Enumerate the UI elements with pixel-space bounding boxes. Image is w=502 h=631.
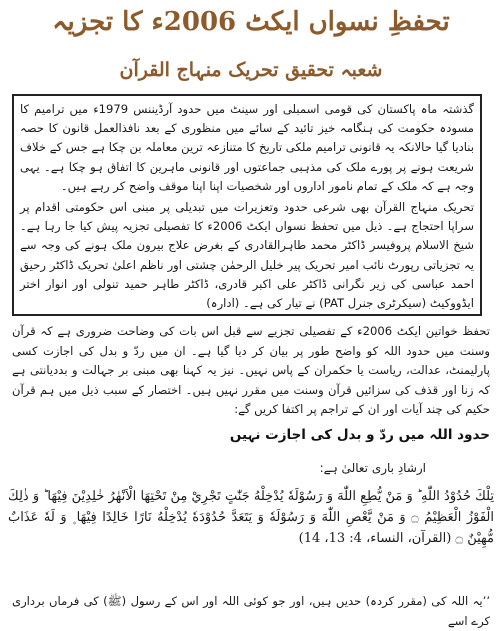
intro-body-text <box>12 322 490 420</box>
body-paragraph: تحفظ خواتین ایکٹ 2006ء کے تفصیلی تجزیے سے قبل اس بات کی وضاحت ضروری ہے کہ قرآن وسنت میں حدود اللہ کو واضح طور پر بیان کر دیا گیا ہے۔ ان میں ردّ و بدل کی اجازت کسی پارلیمنٹ، عدالت، ریاست یا حکمران کے پاس نہیں۔ نیز یہ کہنا بھی مبنی بر جہالت و بددیانتی ہے کہ زنا اور قذف کی سزائیں قرآن وسنت میں مقرر نہیں ہیں۔ اختصار کے سبب ذیل میں ہم قرآن حکیم کی چند آیات اور ان کے تراجم پر اکتفا کریں گے: <box>12 324 490 417</box>
quran-verse: تِلْكَ حُدُوْدُ اللّٰهِ ؕ وَ مَنْ يُّطِعِ اللّٰهَ وَ رَسُوْلَهٗ يُدْخِلْهُ جَنّٰتٍ تَجْرِيْ مِنْ تَحْتِهَا الْاَنْهٰرُ خٰلِدِيْنَ فِيْهَا ؕ وَ ذٰلِكَ الْفَوْزُ الْعَظِيْمُ ۝ وَ مَنْ يَّعْصِ اللّٰهَ وَ رَسُوْلَهٗ وَ يَتَعَدَّ حُدُوْدَهٗ يُدْخِلْهُ نَارًا خَالِدًا فِيْهَا ۪ وَ لَهٗ عَذَابٌ مُّهِيْنٌ ۝ (القرآن، النساء، 4: 13، 14) <box>8 489 494 546</box>
article-title: تحفظِ نسواں ایکٹ 2006ء کا تجزیہ <box>52 7 450 37</box>
article-subtitle: شعبہ تحقیق تحریک منہاج القرآن <box>119 59 383 81</box>
editorial-note-box <box>12 94 482 316</box>
editorial-note-paragraph-1: گذشتہ ماہ پاکستان کی قومی اسمبلی اور سینٹ میں حدود آرڈیننس 1979ء میں ترامیم کا مسودہ حکومت کی ہنگامہ خیز تائید کے سائے میں منظوری کے بعد نافذالعمل قانون کا حصہ بنادیا گیا حالانکہ یہ قانونی ترامیم ملکی تاریخ کا متنازعہ ترین معاملہ بن چکا ہے جس کے خلاف شریعت ہونے پر پورے ملک کی مذہبی جماعتوں اور قانونی ماہرین کا اتفاق ہو چکا ہے۔ یہی وجہ ہے کہ ملک کے تمام نامور اداروں اور شخصیات اپنا اپنا موقف واضح کر رہے ہیں۔ <box>20 102 474 193</box>
editorial-note-paragraph-2: تحریک منہاج القرآن بھی شرعی حدود وتعزیرات میں تبدیلی پر مبنی اس حکومتی اقدام پر سراپا احتجاج ہے۔ ذیل میں تحفظ نسواں ایکٹ 2006ء کا تفصیلی تجزیہ پیش کیا جا رہا ہے۔ شیخ الاسلام پروفیسر ڈاکٹر محمد طاہرالقادری کے بغرض علاج بیرون ملک ہونے کی وجہ سے یہ تجزیاتی رپورٹ نائب امیر تحریک پیر خلیل الرحمٰن چشتی اور ناظم اعلیٰ تحریک ڈاکٹر رحیق احمد عباسی کی زیر نگرانی ڈاکٹر علی اکبر قادری، ڈاکٹر طاہر حمید تنولی اور انوار اختر ایڈووکیٹ (سیکرٹری جنرل PAT) نے تیار کی ہے۔ (ادارہ) <box>20 200 474 311</box>
verse-intro: ارشادِ باری تعالیٰ ہے: <box>319 461 426 475</box>
section-heading: حدود اللہ میں ردّ و بدل کی اجازت نہیں <box>229 427 490 443</box>
verse-translation: ’’یہ اللہ کی (مقرر کردہ) حدیں ہیں، اور جو کوئی اللہ اور اس کے رسول (ﷺ) کی فرماں برداری کرے اسے <box>12 594 490 628</box>
